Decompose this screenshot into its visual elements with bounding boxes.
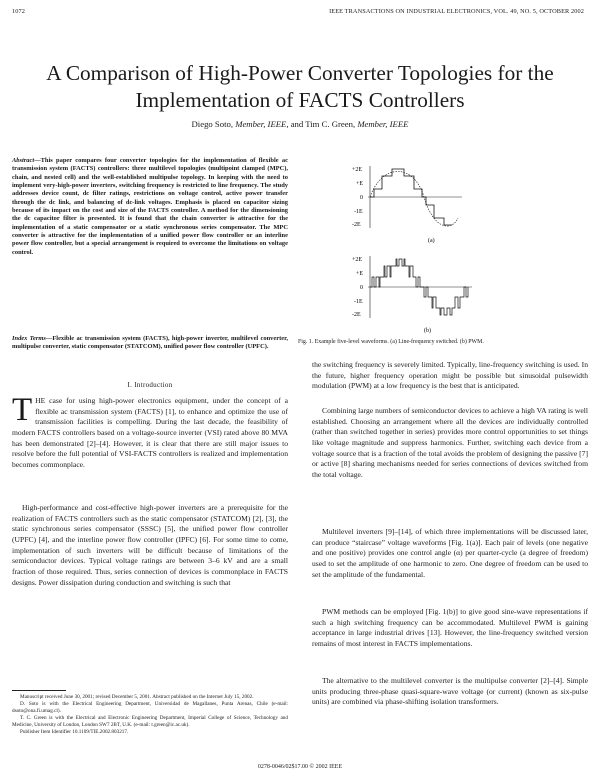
intro-paragraph-1	[12, 392, 288, 471]
journal-header: IEEE TRANSACTIONS ON INDUSTRIAL ELECTRONICS, VOL. 49, NO. 5, OCTOBER 2002	[329, 8, 584, 15]
panel-b-tick-5: -2E	[352, 312, 361, 318]
right-paragraph-1: the switching frequency is severely limited. Typically, line-frequency switching is used. In the future, higher frequency operation might be possible but sinusoidal pulsewidth modulation (PWM) at a low frequency is the best that is anticipated.	[312, 360, 588, 391]
abstract-text: —This paper compares four converter topologies for the implementation of flexible ac transmission system (FACTS) controllers: three multilevel topologies (multipoint clamped (MPC), chain, and nested cell) and the well-established multipulse topology. In keeping with the need to implement very-high-power inverters, switching frequency is restricted to line frequency. The study addresses device count, dc filter ratings, restrictions on voltage control, active power transfer through the dc link, and balancing of dc-link voltages. Emphasis is placed on capacitor sizing because of its impact on the cost and size of the FACTS controller. A method for the dimensioning the dc capacitor filter is presented. It is found that the chain converter is attractive for the implementation of a static compensator or a static synchronous series compensator. The MPC converter is attractive for the implementation of a unified power flow controller or an interline power flow controller, but a special arrangement is required to overcome the limitations on voltage control.	[12, 157, 288, 256]
paper-title: A Comparison of High-Power Converter Topologies for the Implementation of FACTS Controllers	[46, 61, 554, 112]
figure-caption: Fig. 1. Example five-level waveforms. (a) Line-frequency switched. (b) PWM.	[298, 339, 484, 345]
right-paragraph-5: The alternative to the multilevel converter is the multipulse converter [2]–[4]. Simple units producing three-phase quasi-square-wave voltage (or current) (known as six-pulse units) are combined via phase-shifting isolation transformers.	[312, 676, 588, 707]
footnote-author-2: T. C. Green is with the Electrical and Electronic Engineering Department, Imperial College of Science, Technology and Medicine, University of London, London SW7 2BT, U.K. (e-mail: t.green@ic.ac.uk).	[12, 715, 288, 728]
panel-b-tick-4: -1E	[354, 299, 363, 305]
section-heading: I. Introduction	[127, 381, 173, 389]
panel-b-tick-2: +E	[356, 271, 364, 277]
author-1-role: Member, IEEE,	[235, 119, 289, 129]
index-terms-text: —Flexible ac transmission system (FACTS), high-power inverter, multilevel converter, multipulse converter, static compensator (STATCOM), unified power flow controller (UPFC).	[12, 335, 288, 351]
drop-cap: T	[12, 392, 33, 428]
footnote-rule	[12, 690, 66, 691]
panel-a-tick-1: +2E	[352, 167, 363, 173]
index-terms-lead: Index Terms	[12, 335, 46, 342]
author-2-role: Member, IEEE	[357, 119, 409, 129]
copyright: 0278-0046/02$17.00 © 2002 IEEE	[257, 764, 343, 770]
panel-a-tick-4: -1E	[354, 209, 363, 215]
intro-paragraph-1-text: HE case for using high-power electronics equipment, under the concept of a flexible ac transmission system (FACTS) [1], to enhance and optimize the use of transmission facilities is compelling. During the last decade, the feasibility of modern FACTS controllers based on a voltage-source inverter (VSI) rated above 80 MVA has been demonstrated [2]–[4]. However, it is clear that there are still major issues to resolve before the full potential of VSI-FACTS controllers is realized and implementation becomes commonplace.	[12, 396, 288, 469]
panel-b-tick-3: 0	[360, 285, 363, 291]
panel-a	[352, 166, 462, 244]
footnote-manuscript: Manuscript received June 30, 2001; revised December 5, 2001. Abstract published on the Internet July 15, 2002.	[20, 694, 254, 700]
footnote-identifier: Publisher Item Identifier 10.1109/TIE.2002.803217.	[20, 729, 129, 735]
author-1: Diego Soto,	[191, 119, 234, 129]
right-paragraph-2: Combining large numbers of semiconductor devices to achieve a high VA rating is well established. Choosing an arrangement where all the devices are individually controlled (rather than switched together in series) provides more control opportunities to set things like voltage magnitude and suppress harmonics. Further, switching each device from a voltage source that is a fraction of the total avoids the problem of designing the passive [7] or active [8] sharing mechanisms needed for series connections of devices switched from the total voltage.	[312, 406, 588, 479]
intro-paragraph-2: High-performance and cost-effective high-power inverters are a prerequisite for the realization of FACTS controllers such as the static compensator (STATCOM) [2], [3], the static synchronous series compensator (SSSC) [5], the unified power flow controller (UPFC) [4], and the interline power flow controller (IPFC) [6]. For some time to come, implementation of such inverters will be difficult because of limitations of the semiconductor devices. Typical voltage ratings are between 3–6 kV and are a small fraction of those required. Thus, series connection of devices is commonplace in FACTS designs. Power dissipation during conduction and switching is such that	[12, 503, 288, 587]
panel-a-tick-3: 0	[360, 195, 363, 201]
footnote-author-1: D. Soto is with the Electrical Engineering Department, Universidad de Magallanes, Punta Arenas, Chile (e-mail: dsoto@ona.fi.umag.cl).	[12, 701, 288, 714]
right-paragraph-3: Multilevel inverters [9]–[14], of which three implementations will be discussed later, can produce “staircase” voltage waveforms [Fig. 1(a)]. Each pair of levels (one negative and one positive) provides one control angle (α) per quarter-cycle (a degree of freedom) used to set the amplitude of one harmonic to zero. One degree of freedom can be used to set the amplitude of the fundamental.	[312, 527, 588, 579]
abstract-lead: Abstract	[12, 157, 35, 164]
index-terms	[12, 335, 288, 352]
page-number: 1072	[12, 8, 25, 15]
panel-a-tick-5: -2E	[352, 222, 361, 228]
panel-b-label: (b)	[424, 328, 431, 334]
panel-b	[352, 256, 472, 334]
panel-a-label: (a)	[428, 238, 435, 244]
author-2: and Tim C. Green,	[290, 119, 356, 129]
right-paragraph-4: PWM methods can be employed [Fig. 1(b)] to give good sine-wave representations if such a high switching frequency can be accommodated. Multilevel PWM is gaining acceptance in large industrial drives [13]. However, the line-frequency switched version remains of most interest in FACTS implementations.	[312, 607, 588, 648]
panel-b-tick-1: +2E	[352, 257, 363, 263]
abstract	[12, 157, 288, 257]
authors	[12, 119, 588, 129]
figure-waveforms	[312, 158, 588, 336]
panel-a-tick-2: +E	[356, 181, 364, 187]
footnotes	[12, 694, 288, 736]
